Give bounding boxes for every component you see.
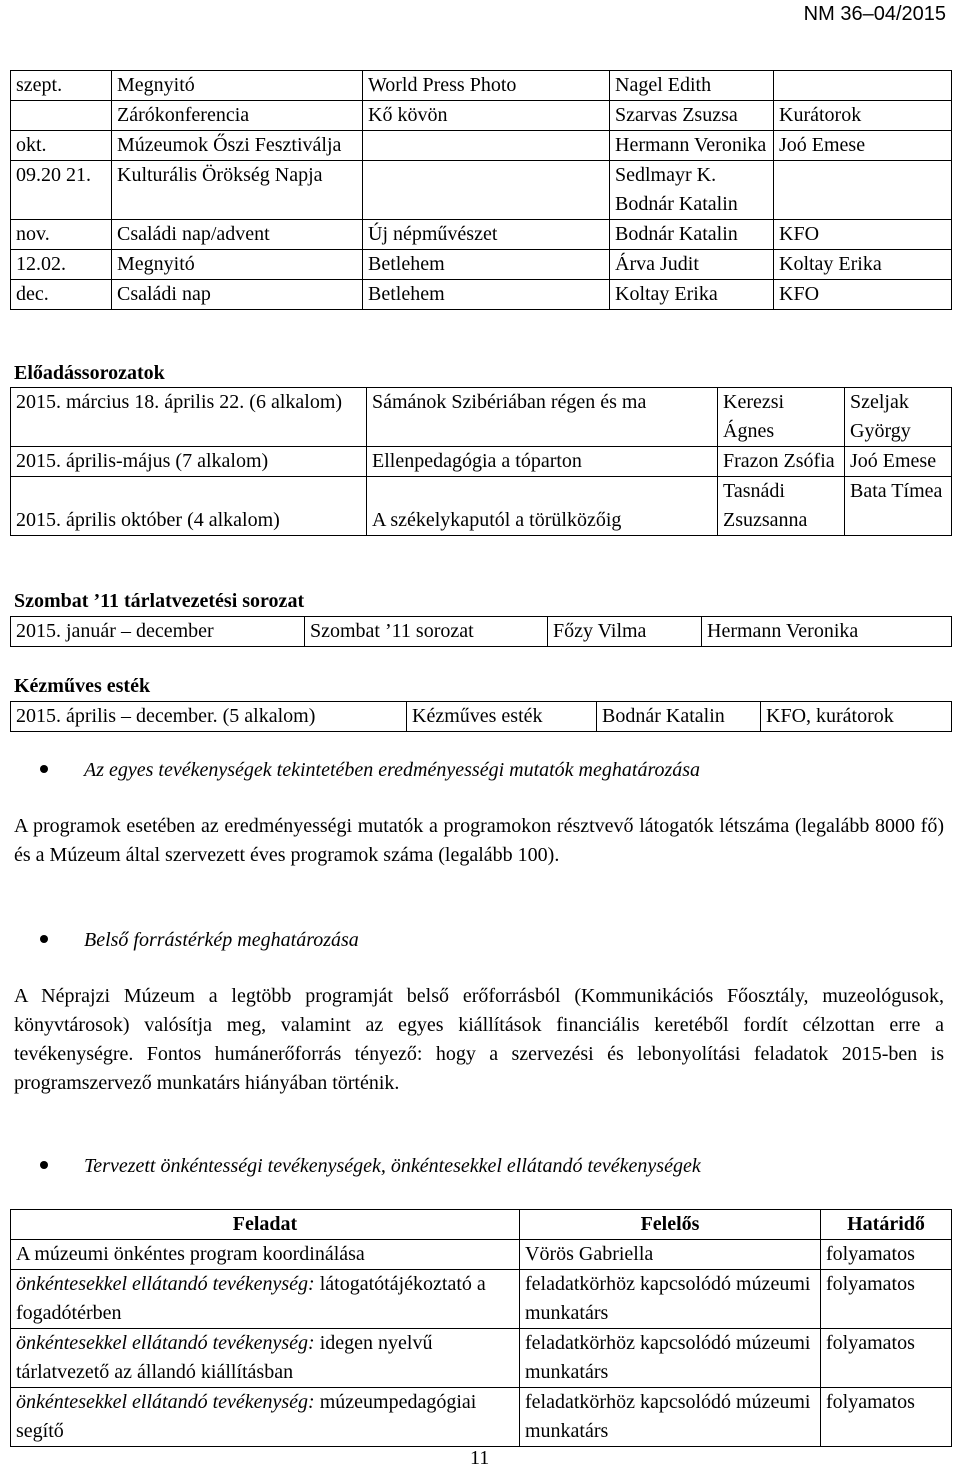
table-row — [11, 280, 952, 310]
table-cell: Sedlmayr K. Bodnár Katalin — [610, 161, 774, 220]
table-cell — [363, 131, 610, 161]
table-cell: Szombat ’11 sorozat — [305, 617, 548, 647]
bullet-volunteers — [40, 1152, 701, 1180]
bullet-results — [40, 756, 700, 784]
table-cell: feladatkörhöz kapcsolódó múzeumi munkatárs — [520, 1270, 821, 1329]
bullet-text: Az egyes tevékenységek tekintetében eredményességi mutatók meghatározása — [84, 759, 701, 781]
table-cell: Kézműves esték — [407, 702, 597, 732]
saturday-title: Szombat ’11 tárlatvezetési sorozat — [14, 590, 305, 612]
table-row — [11, 131, 952, 161]
table-cell: Bata Tímea — [845, 477, 952, 536]
lectures-title: Előadássorozatok — [14, 362, 165, 384]
table-row — [11, 447, 952, 477]
table-cell: Hermann Veronika — [702, 617, 952, 647]
bullet-icon — [40, 1161, 48, 1169]
table-cell: 2015. április október (4 alkalom) — [11, 477, 367, 536]
table-cell: folyamatos — [821, 1388, 952, 1447]
table-cell: Bodnár Katalin — [610, 220, 774, 250]
table-cell — [11, 1270, 520, 1329]
table-row — [11, 1270, 952, 1329]
table-cell: Árva Judit — [610, 250, 774, 280]
table-cell — [11, 1329, 520, 1388]
table-cell: Frazon Zsófia — [718, 447, 845, 477]
table-cell: Betlehem — [363, 280, 610, 310]
table-cell: Családi nap — [112, 280, 363, 310]
table-cell: 2015. április-május (7 alkalom) — [11, 447, 367, 477]
table-cell: Kerezsi Ágnes — [718, 388, 845, 447]
program-table — [10, 70, 952, 310]
task-type-label: önkéntesekkel ellátandó tevékenység: — [16, 1391, 320, 1413]
craft-table — [10, 701, 952, 732]
table-cell — [774, 161, 952, 220]
volunteer-table — [10, 1209, 952, 1447]
table-row — [11, 71, 952, 101]
craft-title: Kézműves esték — [14, 675, 151, 697]
table-cell — [774, 71, 952, 101]
table-cell: Hermann Veronika — [610, 131, 774, 161]
table-cell — [11, 101, 112, 131]
table-cell: feladatkörhöz kapcsolódó múzeumi munkatárs — [520, 1329, 821, 1388]
table-cell: Kurátorok — [774, 101, 952, 131]
table-cell: Bodnár Katalin — [597, 702, 761, 732]
table-cell: folyamatos — [821, 1329, 952, 1388]
table-cell: Koltay Erika — [774, 250, 952, 280]
table-cell: Betlehem — [363, 250, 610, 280]
table-row — [11, 220, 952, 250]
table-cell: Szeljak György — [845, 388, 952, 447]
table-cell: Ellenpedagógia a tóparton — [367, 447, 718, 477]
table-cell: Vörös Gabriella — [520, 1240, 821, 1270]
table-row — [11, 161, 952, 220]
table-cell: Kő kövön — [363, 101, 610, 131]
task-type-label: önkéntesekkel ellátandó tevékenység: — [16, 1332, 320, 1354]
task-type-label: önkéntesekkel ellátandó tevékenység: — [16, 1273, 320, 1295]
table-cell: Joó Emese — [774, 131, 952, 161]
table-cell: KFO, kurátorok — [761, 702, 952, 732]
bullet-icon — [40, 765, 48, 773]
bullet-text: Tervezett önkéntességi tevékenységek, önkéntesekkel ellátandó tevékenységek — [84, 1155, 701, 1177]
table-cell: Szarvas Zsuzsa — [610, 101, 774, 131]
table-cell: 09.20 21. — [11, 161, 112, 220]
table-cell: A székelykaputól a törülközőig — [367, 477, 718, 536]
table-cell: Koltay Erika — [610, 280, 774, 310]
table-cell: folyamatos — [821, 1240, 952, 1270]
table-cell: Kulturális Örökség Napja — [112, 161, 363, 220]
table-cell: Tasnádi Zsuzsanna — [718, 477, 845, 536]
header-deadline: Határidő — [821, 1210, 952, 1240]
lectures-table — [10, 387, 952, 536]
table-row — [11, 101, 952, 131]
table-cell: okt. — [11, 131, 112, 161]
table-row — [11, 702, 952, 732]
table-row — [11, 1240, 952, 1270]
table-cell: Múzeumok Őszi Fesztiválja — [112, 131, 363, 161]
table-cell: Családi nap/advent — [112, 220, 363, 250]
bullet-resources — [40, 926, 359, 954]
table-cell: World Press Photo — [363, 71, 610, 101]
table-cell: szept. — [11, 71, 112, 101]
table-cell: 2015. március 18. április 22. (6 alkalom) — [11, 388, 367, 447]
document-code: NM 36–04/2015 — [803, 3, 946, 25]
header-task: Feladat — [11, 1210, 520, 1240]
task-text: idegen nyelvű tárlatvezető az állandó kiállításban — [16, 1332, 433, 1383]
task-text: múzeumpedagógiai segítő — [16, 1391, 477, 1442]
table-row — [11, 477, 952, 536]
table-row — [11, 1388, 952, 1447]
table-cell: KFO — [774, 220, 952, 250]
table-cell: dec. — [11, 280, 112, 310]
table-cell: folyamatos — [821, 1270, 952, 1329]
table-cell — [11, 1240, 520, 1270]
table-cell: Főzy Vilma — [548, 617, 702, 647]
table-cell: Új népművészet — [363, 220, 610, 250]
table-header-row — [11, 1210, 952, 1240]
header-responsible: Felelős — [520, 1210, 821, 1240]
table-cell — [11, 1388, 520, 1447]
table-row — [11, 1329, 952, 1388]
bullet-icon — [40, 935, 48, 943]
table-cell: KFO — [774, 280, 952, 310]
task-text: A múzeumi önkéntes program koordinálása — [16, 1243, 365, 1265]
page-number: 11 — [470, 1447, 490, 1469]
table-cell: 12.02. — [11, 250, 112, 280]
table-cell: feladatkörhöz kapcsolódó múzeumi munkatárs — [520, 1388, 821, 1447]
table-row — [11, 388, 952, 447]
bullet-text: Belső forrástérkép meghatározása — [84, 929, 359, 951]
task-text: látogatótájékoztató a fogadótérben — [16, 1273, 486, 1324]
table-cell: Zárókonferencia — [112, 101, 363, 131]
table-cell: Megnyitó — [112, 71, 363, 101]
saturday-table — [10, 616, 952, 647]
table-row — [11, 617, 952, 647]
table-cell — [363, 161, 610, 220]
table-cell: Megnyitó — [112, 250, 363, 280]
table-cell: Nagel Edith — [610, 71, 774, 101]
table-cell: 2015. április – december. (5 alkalom) — [11, 702, 407, 732]
paragraph-results: A programok esetében az eredményességi mutatók a programokon résztvevő látogatók létszáma (legalább 8000 fő) és a Múzeum által szervezett éves programok száma (legalább 100). — [14, 815, 944, 866]
table-row — [11, 250, 952, 280]
table-cell: Sámánok Szibériában régen és ma — [367, 388, 718, 447]
table-cell: Joó Emese — [845, 447, 952, 477]
table-cell: 2015. január – december — [11, 617, 305, 647]
paragraph-resources: A Néprajzi Múzeum a legtöbb programját belső erőforrásból (Kommunikációs Főosztály, muzeológusok, könyvtárosok) valósítja meg, valamint az egyes kiállítások financiális keretéből fordít célzottan erre a tevékenységre. Fontos humánerőforrás tényező: hogy a szervezési és lebonyolítási feladatok 2015-ben is programszervező munkatárs hiányában történik. — [14, 985, 944, 1094]
table-cell: nov. — [11, 220, 112, 250]
